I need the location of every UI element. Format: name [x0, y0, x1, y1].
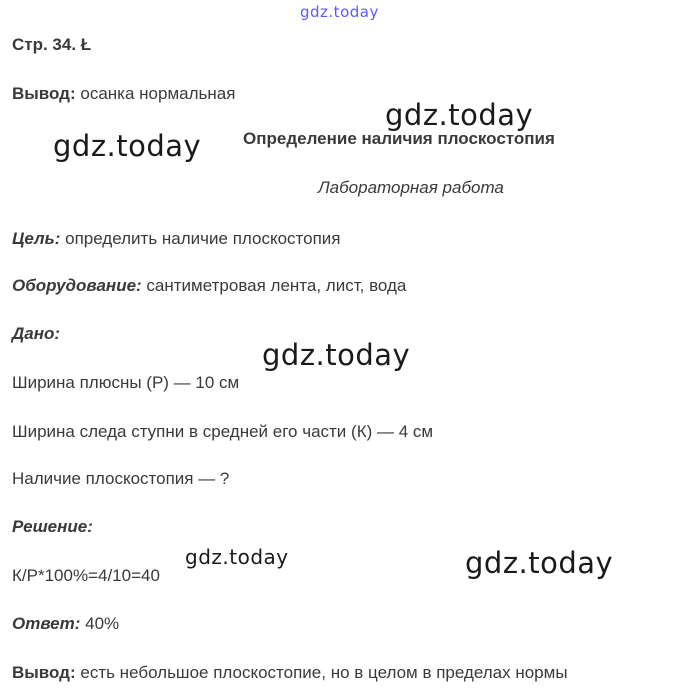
answer-label: Ответ:: [12, 614, 81, 633]
solution-formula: К/Р*100%=4/10=40: [12, 566, 160, 585]
watermark: gdz.today: [262, 338, 411, 372]
document-subtitle: Лабораторная работа: [318, 178, 504, 197]
answer: [12, 613, 119, 635]
page-reference: Стр. 34. Ł: [12, 35, 92, 54]
watermark: gdz.today: [53, 129, 202, 163]
document-title: Определение наличия плоскостопия: [243, 129, 555, 148]
watermark: gdz.today: [185, 545, 289, 569]
given-line: Ширина плюсны (Р) — 10 см: [12, 373, 240, 392]
goal-text: определить наличие плоскостопия: [60, 229, 341, 248]
conclusion-previous: [12, 83, 235, 105]
conclusion-label: Вывод:: [12, 663, 76, 682]
conclusion-label: Вывод:: [12, 84, 76, 103]
equipment: [12, 275, 406, 297]
equipment-text: сантиметровая лента, лист, вода: [141, 276, 407, 295]
solution-label: Решение:: [12, 517, 93, 536]
conclusion-final: [12, 662, 568, 684]
conclusion-text: осанка нормальная: [75, 84, 236, 103]
watermark: gdz.today: [465, 546, 614, 580]
conclusion-text: есть небольшое плоскостопие, но в целом в пределах нормы: [75, 663, 568, 682]
equipment-label: Оборудование:: [12, 276, 142, 295]
watermark-top: gdz.today: [300, 3, 379, 21]
given-line: Ширина следа ступни в средней его части (К) — 4 см: [12, 422, 434, 441]
answer-text: 40%: [80, 614, 120, 633]
watermark: gdz.today: [385, 98, 534, 132]
goal: [12, 228, 341, 250]
goal-label: Цель:: [12, 229, 61, 248]
given-label: Дано:: [12, 324, 61, 343]
given-line: Наличие плоскостопия — ?: [12, 469, 230, 488]
